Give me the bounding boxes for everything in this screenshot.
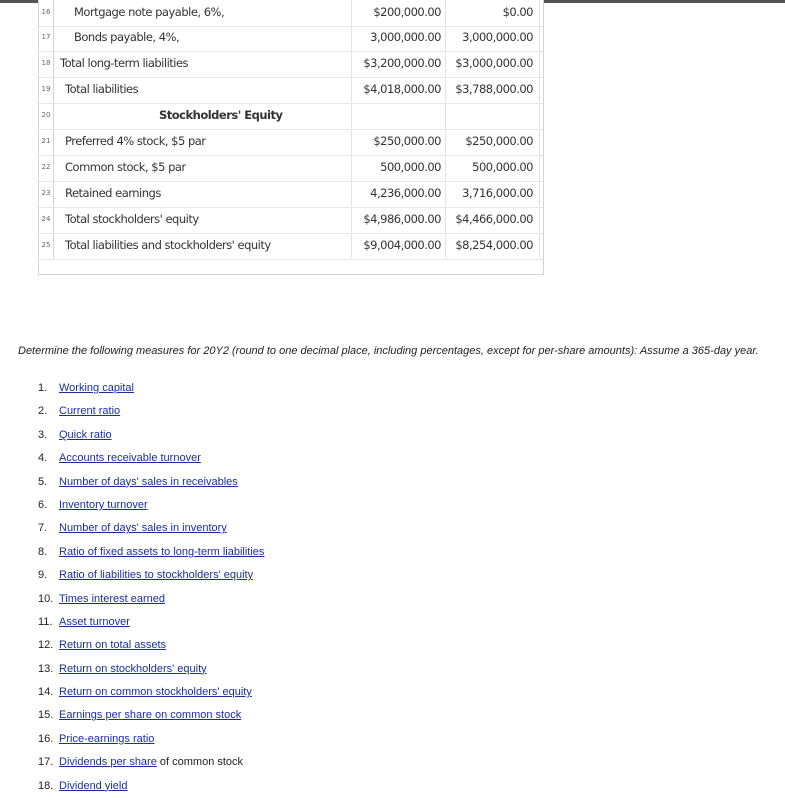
column-divider: [539, 207, 540, 232]
row-label: Bonds payable, 4%,: [74, 30, 180, 44]
value-20y1: $3,788,000.00: [455, 82, 533, 96]
measure-item: [38, 662, 264, 685]
value-20y1: $250,000.00: [465, 134, 533, 148]
value-20y2: $4,018,000.00: [363, 82, 441, 96]
measure-item: [38, 475, 264, 498]
row-label: Preferred 4% stock, $5 par: [65, 134, 206, 148]
measure-item: [38, 685, 264, 708]
value-20y1: 3,000,000.00: [462, 30, 533, 44]
column-divider: [539, 0, 540, 25]
measure-item: [38, 779, 264, 802]
measure-item: [38, 615, 264, 638]
measure-link[interactable]: Inventory turnover: [59, 498, 148, 511]
table-row: [39, 77, 543, 104]
measure-number: 1.: [38, 382, 48, 394]
measure-suffix: of common stock: [156, 756, 244, 769]
column-divider: [445, 77, 446, 102]
column-divider: [445, 103, 446, 128]
column-divider: [539, 77, 540, 102]
measure-item: [38, 521, 264, 544]
measure-item: [38, 732, 264, 755]
row-number: 16: [39, 0, 54, 25]
measure-item: [38, 568, 264, 591]
measure-number: 12.: [38, 639, 54, 652]
column-divider: [539, 129, 540, 154]
measure-item: [38, 404, 264, 427]
measure-link[interactable]: Return on common stockholders' equity: [59, 686, 252, 699]
measure-link[interactable]: Return on total assets: [59, 639, 167, 652]
table-row: [39, 25, 543, 52]
row-label: Total stockholders' equity: [65, 212, 199, 226]
value-20y1: $4,466,000.00: [455, 212, 533, 226]
row-label: Retained earnings: [65, 186, 161, 200]
measure-link[interactable]: Price-earnings ratio: [59, 732, 155, 745]
measure-link[interactable]: Asset turnover: [59, 615, 130, 628]
measure-link[interactable]: Earnings per share on common stock: [59, 709, 242, 722]
row-number: 23: [39, 181, 54, 206]
measure-item: [38, 545, 264, 568]
column-divider: [351, 51, 352, 76]
measure-number: 16.: [38, 732, 54, 745]
row-number: 18: [39, 51, 54, 76]
measure-link[interactable]: Number of days' sales in receivables: [59, 475, 238, 488]
row-label: Total liabilities: [65, 82, 139, 96]
table-row: [39, 155, 543, 182]
column-divider: [539, 103, 540, 128]
row-number: 22: [39, 155, 54, 180]
measure-number: 2.: [38, 405, 48, 418]
measure-link[interactable]: Times interest earned: [59, 592, 165, 605]
measure-number: 17.: [38, 756, 54, 769]
measure-number: 10.: [38, 592, 54, 605]
column-divider: [351, 77, 352, 102]
table-row: [39, 207, 543, 234]
measure-number: 8.: [38, 545, 48, 558]
measure-item: [38, 451, 264, 474]
value-20y2: 4,236,000.00: [370, 186, 441, 200]
row-number: 20: [39, 103, 54, 128]
column-divider: [351, 129, 352, 154]
value-20y1: $8,254,000.00: [455, 238, 533, 252]
row-label: Total liabilities and stockholders' equity: [65, 238, 271, 252]
value-20y2: 500,000.00: [380, 160, 441, 174]
measures-list: [38, 381, 264, 802]
table-row: [39, 181, 543, 208]
measure-item: [38, 592, 264, 615]
measure-item: [38, 638, 264, 661]
table-row: [39, 233, 543, 260]
measure-number: 7.: [38, 522, 48, 535]
value-20y2: $4,986,000.00: [363, 212, 441, 226]
measure-number: 15.: [38, 709, 54, 722]
value-20y2: $250,000.00: [373, 134, 441, 148]
row-label: Total long-term liabilities: [60, 56, 189, 70]
measure-number: 14.: [38, 686, 54, 699]
measure-link[interactable]: Number of days' sales in inventory: [59, 522, 227, 535]
measure-link[interactable]: Accounts receivable turnover: [59, 452, 201, 465]
column-divider: [539, 181, 540, 206]
measure-link[interactable]: Current ratio: [59, 405, 121, 418]
measure-link[interactable]: Dividends per share: [59, 756, 157, 769]
measure-link[interactable]: Ratio of liabilities to stockholders' equity: [59, 569, 254, 582]
column-divider: [445, 0, 446, 25]
column-divider: [539, 233, 540, 258]
row-label: Common stock, $5 par: [65, 160, 186, 174]
column-divider: [351, 25, 352, 50]
measure-link[interactable]: Dividend yield: [59, 779, 128, 792]
measure-item: [38, 498, 264, 521]
column-divider: [351, 103, 352, 128]
measure-number: 4.: [38, 452, 48, 465]
measure-number: 11.: [38, 615, 53, 628]
value-20y2: 3,000,000.00: [370, 30, 441, 44]
value-20y1: 3,716,000.00: [462, 186, 533, 200]
column-divider: [351, 233, 352, 258]
column-divider: [351, 181, 352, 206]
measure-number: 13.: [38, 662, 54, 675]
column-divider: [445, 207, 446, 232]
column-divider: [445, 233, 446, 258]
column-divider: [445, 25, 446, 50]
row-number: 24: [39, 207, 54, 232]
column-divider: [539, 51, 540, 76]
measure-item: [38, 428, 264, 451]
value-20y1: $0.00: [502, 5, 533, 19]
measure-item: [38, 755, 264, 778]
balance-sheet-table: [38, 0, 544, 275]
row-number: 19: [39, 77, 54, 102]
instructions-text: Determine the following measures for 20Y2 (round to one decimal place, including percentages, except for per-share amounts): Assume a 365-day year.: [18, 345, 759, 357]
row-label: Mortgage note payable, 6%,: [74, 5, 225, 19]
value-20y1: 500,000.00: [472, 160, 533, 174]
column-divider: [445, 181, 446, 206]
column-divider: [445, 129, 446, 154]
value-20y2: $200,000.00: [373, 5, 441, 19]
measure-number: 9.: [38, 569, 48, 582]
measure-number: 18.: [38, 779, 54, 792]
measure-item: [38, 381, 264, 404]
table-row: [39, 51, 543, 78]
measure-item: [38, 708, 264, 731]
table-row: [39, 103, 543, 130]
measure-link[interactable]: Ratio of fixed assets to long-term liabilities: [59, 545, 265, 558]
column-divider: [445, 155, 446, 180]
table-row: [39, 129, 543, 156]
value-20y2: $3,200,000.00: [363, 56, 441, 70]
measure-number: 5.: [38, 475, 48, 488]
row-number: 21: [39, 129, 54, 154]
value-20y2: $9,004,000.00: [363, 238, 441, 252]
column-divider: [351, 207, 352, 232]
measure-link[interactable]: Working capital: [59, 382, 134, 394]
measure-number: 6.: [38, 498, 48, 511]
column-divider: [539, 25, 540, 50]
row-number: 25: [39, 233, 54, 258]
column-divider: [351, 155, 352, 180]
column-divider: [539, 155, 540, 180]
measure-link[interactable]: Return on stockholders' equity: [59, 662, 207, 675]
section-heading: Stockholders' Equity: [159, 108, 283, 122]
column-divider: [351, 0, 352, 25]
measure-link[interactable]: Quick ratio: [59, 428, 112, 441]
value-20y1: $3,000,000.00: [455, 56, 533, 70]
measure-number: 3.: [38, 428, 48, 441]
row-number: 17: [39, 25, 54, 50]
column-divider: [445, 51, 446, 76]
table-row: [39, 0, 543, 27]
